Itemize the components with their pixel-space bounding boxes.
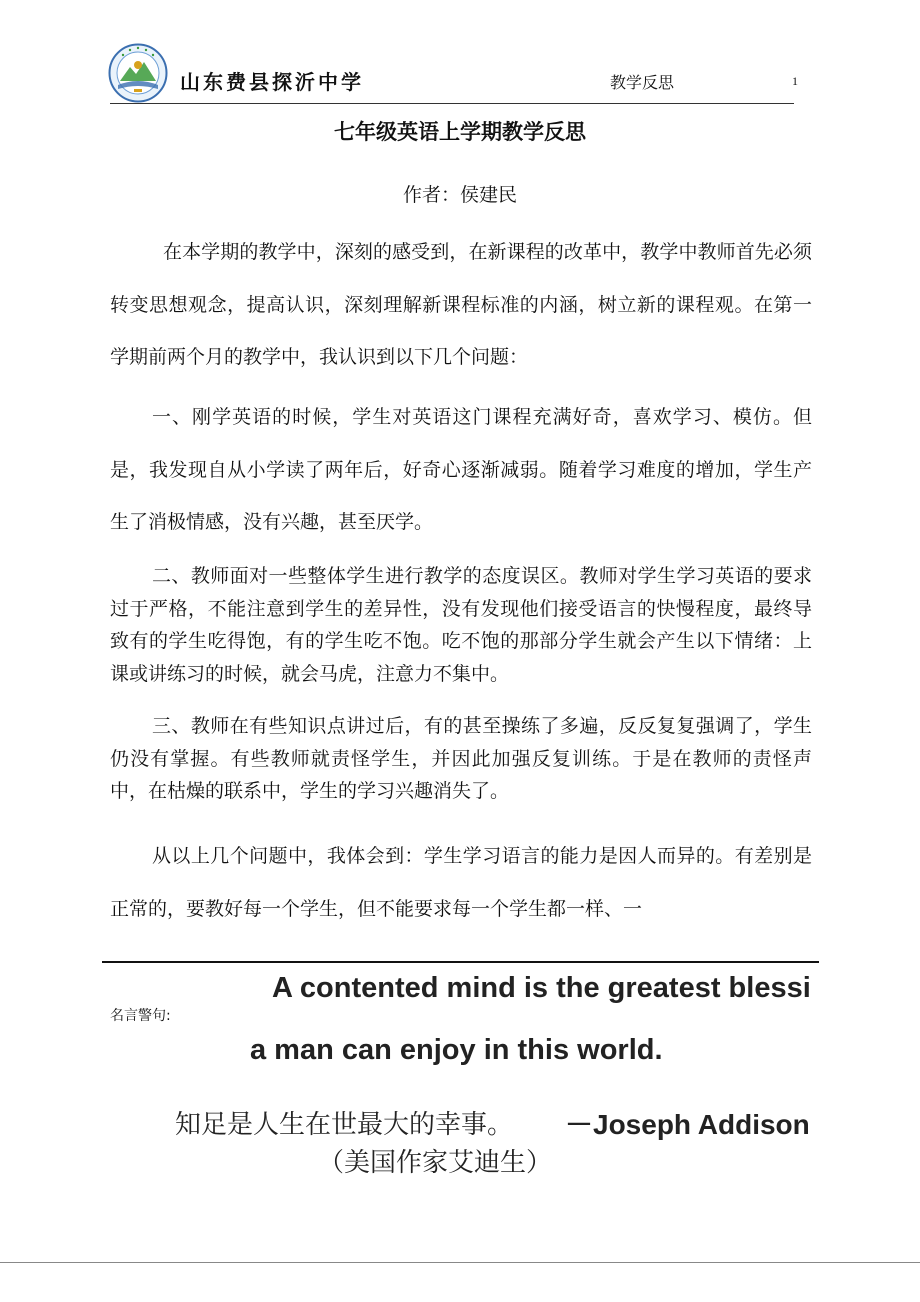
- school-emblem-icon: [108, 43, 168, 103]
- quote-author-chinese: （美国作家艾迪生）: [318, 1148, 553, 1178]
- paragraph-intro: 在本学期的教学中，深刻的感受到，在新课程的改革中，教学中教师首先必须转变思想观念，提高认识，深刻理解新课程标准的内涵，树立新的课程观。在第一学期前两个月的教学中，我认识到以下几个问题：: [110, 241, 812, 368]
- header-divider: [110, 103, 794, 104]
- page-number: 1: [792, 74, 798, 88]
- quote-chinese: 知足是人生在世最大的幸事。: [175, 1110, 514, 1140]
- paragraph-problem-3: 三、教师在有些知识点讲过后，有的甚至操练了多遍，反反复复强调了，学生仍没有掌握。有些教师就责怪学生，并因此加强反复训练。于是在教师的责怪声中，在枯燥的联系中，学生的学习兴趣消失了。: [110, 715, 812, 802]
- quote-english-line-2: a man can enjoy in this world.: [250, 1034, 663, 1066]
- quote-english-line-1: A contented mind is the greatest blessi: [272, 972, 811, 1004]
- quote-label: 名言警句:: [110, 1008, 171, 1024]
- header-section-title: 教学反思: [610, 73, 675, 92]
- paragraph-conclusion: 从以上几个问题中，我体会到：学生学习语言的能力是因人而异的。有差别是正常的，要教好每一个学生，但不能要求每一个学生都一样、一: [110, 845, 812, 920]
- document-title: 七年级英语上学期教学反思: [334, 120, 586, 144]
- school-name: 山东费县探沂中学: [180, 70, 364, 94]
- page-header: [0, 0, 920, 110]
- page-bottom-edge: [0, 1262, 920, 1263]
- paragraph-problem-2: 二、教师面对一些整体学生进行教学的态度误区。教师对学生学习英语的要求过于严格，不能注意到学生的差异性，没有发现他们接受语言的快慢程度，最终导致有的学生吃得饱，有的学生吃不饱。吃不饱的那部分学生就会产生以下情绪：上课或讲练习的时候，就会马虎，注意力不集中。: [110, 565, 812, 685]
- paragraph-problem-1: 一、刚学英语的时候，学生对英语这门课程充满好奇，喜欢学习、模仿。但是，我发现自从小学读了两年后，好奇心逐渐减弱。随着学习难度的增加，学生产生了消极情感，没有兴趣，甚至厌学。: [110, 406, 812, 533]
- document-author: 作者：侯建民: [402, 184, 517, 206]
- footer-divider: [102, 961, 819, 963]
- quote-author: －Joseph Addison: [565, 1109, 810, 1140]
